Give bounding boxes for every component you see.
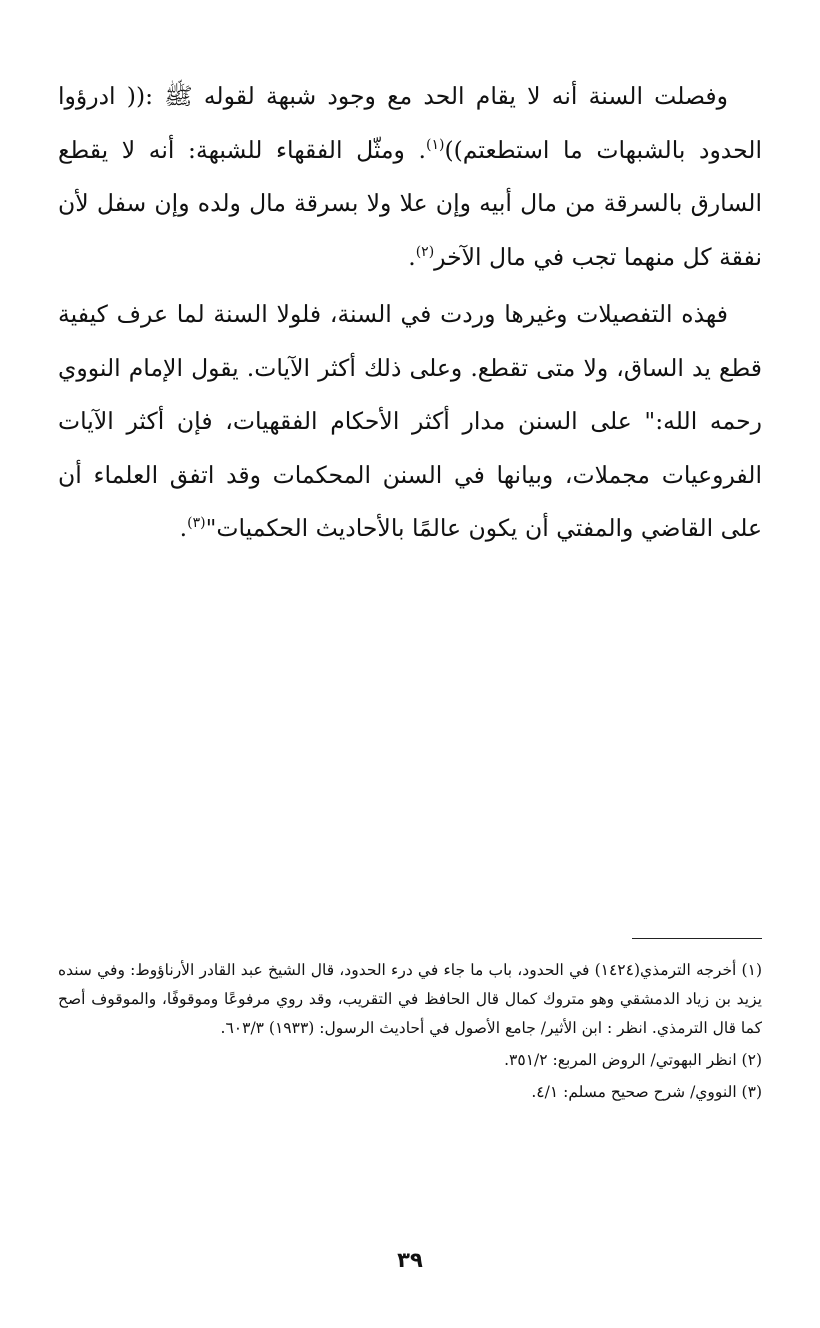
- footnote-ref-1: (١): [425, 136, 445, 153]
- footnote-3: (٣) النووي/ شرح صحيح مسلم: ٤/١.: [531, 1083, 762, 1101]
- paragraph-1-text-b: . ومثّل الفقهاء للشبهة: أنه لا يقطع السارق بالسرقة من مال أبيه وإن علا ولا بسرقة مال ولده وإن سفل لأن نفقة كل منهما تجب في مال الآخر: [58, 135, 762, 271]
- footnote-separator: [632, 938, 762, 939]
- document-page: [58, 70, 762, 1300]
- main-text: [58, 70, 762, 556]
- footnote-2: (٢) انظر البهوتي/ الروض المربع: ٣٥١/٢.: [504, 1051, 762, 1069]
- paragraph-1: [58, 70, 762, 284]
- footnotes: [58, 956, 762, 1107]
- footnote-1: (١) أخرجه الترمذي(١٤٢٤) في الحدود، باب ما جاء في درء الحدود، قال الشيخ عبد القادر الأرناؤوط: وفي سنده يزيد بن زياد الدمشقي وهو متروك كمال قال الحافظ في التقريب، وقد روي مرفوعًا وموقوفًا، والموقوف أصح كما قال الترمذي. انظر : ابن الأثير/ جامع الأصول في أحاديث الرسول: (١٩٣٣) ٦٠٣/٣.: [58, 961, 762, 1037]
- paragraph-2: [58, 288, 762, 556]
- footnote-ref-2: (٢): [415, 243, 435, 260]
- footnote-ref-3: (٣): [187, 515, 206, 532]
- paragraph-2-text-b: .: [179, 514, 188, 542]
- paragraph-1-text-a: وفصلت السنة أنه لا يقام الحد مع وجود شبهة لقوله ﷺ :(( ادرؤوا الحدود بالشبهات ما استطعتم)): [58, 82, 762, 164]
- page-number: ٣٩: [397, 1248, 423, 1272]
- paragraph-2-text-a: فهذه التفصيلات وغيرها وردت في السنة، فلولا السنة لما عرف كيفية قطع يد الساق، ولا متى تقطع. وعلى ذلك أكثر الآيات. يقول الإمام النووي رحمه الله:" على السنن مدار أكثر الأحكام الفقهيات، فإن أكثر الآيات الفروعيات مجملات، وبيانها في السنن المحكمات وقد اتفق العلماء أن على القاضي والمفتي أن يكون عالمًا بالأحاديث الحكميات": [58, 300, 762, 542]
- paragraph-1-text-c: .: [408, 242, 416, 271]
